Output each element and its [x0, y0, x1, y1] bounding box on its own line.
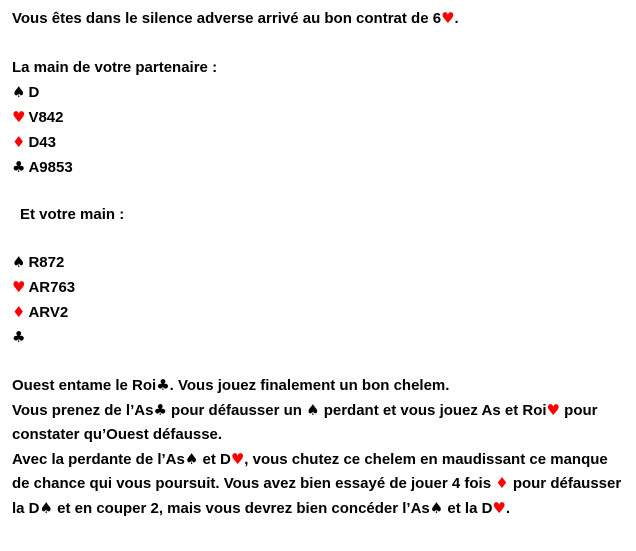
spade-icon: ♠ [39, 498, 53, 517]
your-hand-title: Et votre main : [20, 206, 125, 223]
heart-icon: ♥ [12, 278, 26, 296]
club-icon: ♣ [156, 376, 170, 394]
your-spades [12, 253, 64, 273]
heart-icon: ♥ [441, 9, 455, 27]
heart-icon: ♥ [546, 400, 560, 419]
spade-icon: ♠ [429, 498, 444, 517]
partner-spades [12, 83, 39, 103]
story-sentence-3: Avec la perdante de l’As♠ et D♥, vous chutez ce chelem en maudissant ce manque de chance qui vous poursuit. Vous avez bien essayé de jouer 4 fois ♦ pour défausser la D♠ et en couper 2, mais vous devrez bien concéder l’As♠ et la D♥. [12, 449, 622, 517]
your-clubs [12, 328, 28, 348]
heart-icon: ♥ [230, 449, 245, 468]
your-diamonds-cards: ARV2 [28, 304, 69, 321]
your-diamonds [12, 303, 68, 323]
intro-text: Vous êtes dans le silence adverse arrivé au bon contrat de 6 [12, 10, 442, 27]
club-icon: ♣ [12, 328, 26, 346]
story-paragraph [12, 374, 628, 521]
partner-hearts [12, 108, 64, 128]
your-spades-cards: R872 [28, 254, 65, 271]
club-icon: ♣ [153, 400, 167, 419]
partner-spades-cards: D [28, 84, 40, 101]
your-hearts-cards: AR763 [28, 279, 76, 296]
partner-diamonds [12, 133, 56, 153]
spade-icon: ♠ [306, 400, 320, 419]
partner-diamonds-cards: D43 [28, 134, 56, 151]
story-sentence-2: Vous prenez de l’As♣ pour défausser un ♠ perdant et vous jouez As et Roi♥ pour constater qu’Ouest défausse. [12, 400, 598, 443]
spade-icon: ♠ [12, 253, 26, 271]
your-hearts [12, 278, 75, 298]
heart-icon: ♥ [492, 498, 506, 517]
partner-clubs-cards: A9853 [28, 159, 73, 176]
spade-icon: ♠ [184, 449, 199, 468]
partner-clubs [12, 158, 73, 178]
story-sentence-1: Ouest entame le Roi♣. Vous jouez finalement un bon chelem. [12, 376, 450, 394]
intro-line: Vous êtes dans le silence adverse arrivé au bon contrat de 6♥. [12, 9, 459, 27]
partner-hearts-cards: V842 [28, 109, 64, 126]
spade-icon: ♠ [12, 83, 26, 101]
heart-icon: ♥ [12, 108, 26, 126]
diamond-icon: ♦ [12, 133, 26, 151]
partner-hand-title: La main de votre partenaire : [12, 59, 218, 76]
club-icon: ♣ [12, 158, 26, 176]
diamond-icon: ♦ [12, 303, 26, 321]
diamond-icon: ♦ [495, 474, 509, 492]
